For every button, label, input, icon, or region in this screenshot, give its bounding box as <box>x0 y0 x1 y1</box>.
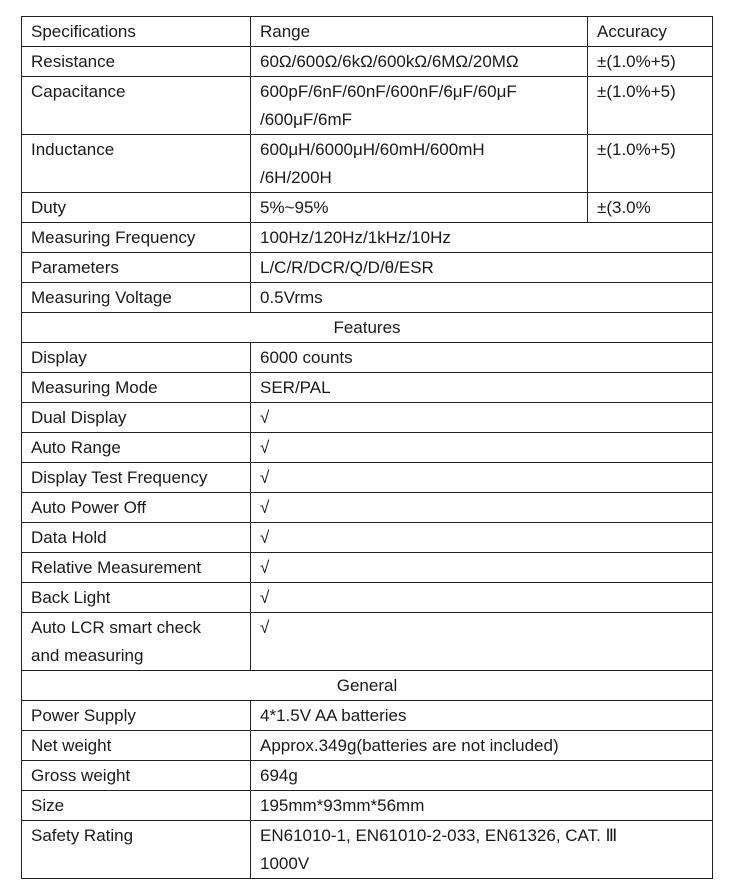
feature-name-line: and measuring <box>31 646 144 665</box>
table-row <box>22 343 713 373</box>
feature-name: Auto Power Off <box>22 493 251 523</box>
table-row <box>22 791 713 821</box>
table-row <box>22 283 713 313</box>
feature-value: SER/PAL <box>251 373 713 403</box>
checkmark-icon: √ <box>251 403 713 433</box>
general-heading: General <box>22 671 713 701</box>
feature-name: Relative Measurement <box>22 553 251 583</box>
spec-range: L/C/R/DCR/Q/D/θ/ESR <box>251 253 713 283</box>
feature-name: Auto Range <box>22 433 251 463</box>
header-range: Range <box>251 17 588 47</box>
spec-name: Resistance <box>22 47 251 77</box>
header-specifications: Specifications <box>22 17 251 47</box>
general-value: Approx.349g(batteries are not included) <box>251 731 713 761</box>
table-row <box>22 223 713 253</box>
spec-range <box>251 135 588 193</box>
spec-range: 100Hz/120Hz/1kHz/10Hz <box>251 223 713 253</box>
spec-range <box>251 77 588 135</box>
section-row-features <box>22 313 713 343</box>
general-name: Gross weight <box>22 761 251 791</box>
general-value: 195mm*93mm*56mm <box>251 791 713 821</box>
feature-name: Measuring Mode <box>22 373 251 403</box>
checkmark-icon: √ <box>251 583 713 613</box>
spec-name: Measuring Voltage <box>22 283 251 313</box>
checkmark-icon: √ <box>251 553 713 583</box>
spec-range-line: 600μH/6000μH/60mH/600mH <box>260 140 485 159</box>
feature-value: 6000 counts <box>251 343 713 373</box>
spec-name: Inductance <box>22 135 251 193</box>
spec-range: 60Ω/600Ω/6kΩ/600kΩ/6MΩ/20MΩ <box>251 47 588 77</box>
table-row <box>22 47 713 77</box>
checkmark-icon: √ <box>251 493 713 523</box>
table-row <box>22 553 713 583</box>
table-row <box>22 403 713 433</box>
spec-accuracy: ±(1.0%+5) <box>588 77 713 135</box>
table-header-row <box>22 17 713 47</box>
general-name: Power Supply <box>22 701 251 731</box>
table-row <box>22 761 713 791</box>
table-row <box>22 731 713 761</box>
checkmark-icon: √ <box>251 433 713 463</box>
table-row <box>22 701 713 731</box>
feature-name: Display Test Frequency <box>22 463 251 493</box>
feature-name: Dual Display <box>22 403 251 433</box>
spec-table <box>21 16 713 879</box>
features-heading: Features <box>22 313 713 343</box>
spec-range-line: /600μF/6mF <box>260 110 352 129</box>
checkmark-icon: √ <box>251 613 713 671</box>
feature-name: Data Hold <box>22 523 251 553</box>
general-value: 4*1.5V AA batteries <box>251 701 713 731</box>
table-row <box>22 613 713 671</box>
general-value-line: EN61010-1, EN61010-2-033, EN61326, CAT. Ⅲ <box>260 826 618 845</box>
general-value: 694g <box>251 761 713 791</box>
spec-range: 0.5Vrms <box>251 283 713 313</box>
feature-name: Display <box>22 343 251 373</box>
table-row <box>22 463 713 493</box>
spec-accuracy: ±(1.0%+5) <box>588 47 713 77</box>
table-row <box>22 373 713 403</box>
table-row <box>22 821 713 879</box>
table-row <box>22 523 713 553</box>
table-row <box>22 583 713 613</box>
general-name: Size <box>22 791 251 821</box>
checkmark-icon: √ <box>251 523 713 553</box>
spec-name: Duty <box>22 193 251 223</box>
table-row <box>22 135 713 193</box>
feature-name: Back Light <box>22 583 251 613</box>
spec-range: 5%~95% <box>251 193 588 223</box>
section-row-general <box>22 671 713 701</box>
table-row <box>22 193 713 223</box>
general-name: Net weight <box>22 731 251 761</box>
table-row <box>22 493 713 523</box>
feature-name <box>22 613 251 671</box>
general-value-line: 1000V <box>260 854 310 873</box>
general-name: Safety Rating <box>22 821 251 879</box>
spec-range-line: 600pF/6nF/60nF/600nF/6μF/60μF <box>260 82 517 101</box>
table-row <box>22 433 713 463</box>
header-accuracy: Accuracy <box>588 17 713 47</box>
spec-name: Parameters <box>22 253 251 283</box>
table-row <box>22 253 713 283</box>
general-value <box>251 821 713 879</box>
spec-accuracy: ±(1.0%+5) <box>588 135 713 193</box>
checkmark-icon: √ <box>251 463 713 493</box>
spec-name: Capacitance <box>22 77 251 135</box>
feature-name-line: Auto LCR smart check <box>31 618 202 637</box>
spec-accuracy: ±(3.0% <box>588 193 713 223</box>
table-row <box>22 77 713 135</box>
spec-range-line: /6H/200H <box>260 168 332 187</box>
spec-name: Measuring Frequency <box>22 223 251 253</box>
